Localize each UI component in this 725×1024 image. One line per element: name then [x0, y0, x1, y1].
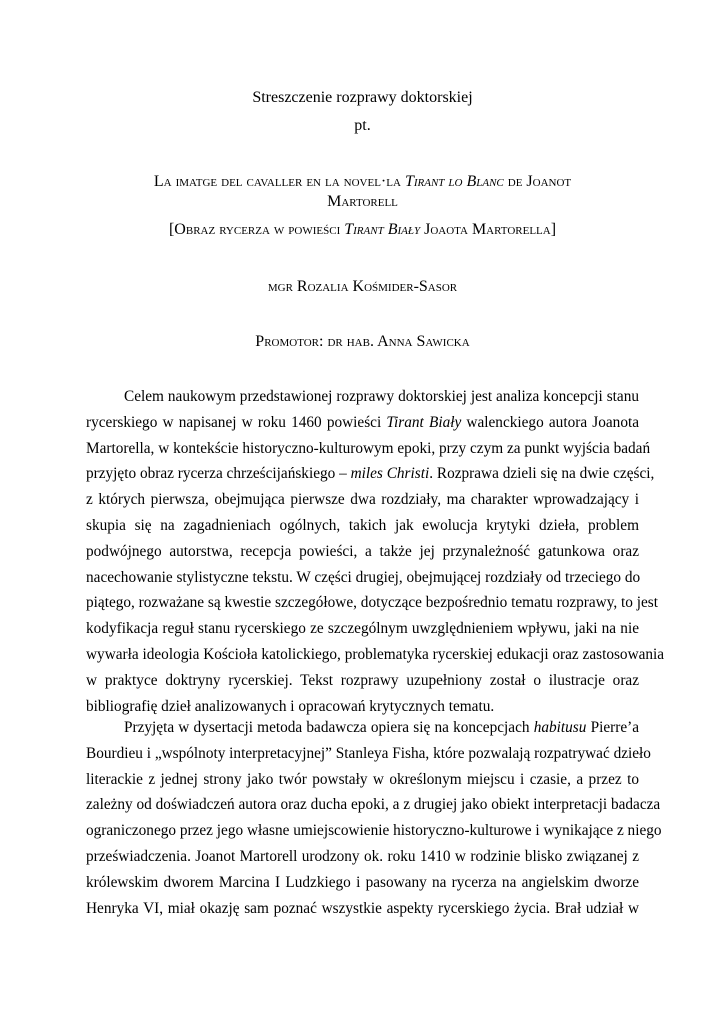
p1-line: z których pierwsza, obejmująca pierwsze dwa rozdziały, ma charakter wprowadzający i [86, 491, 639, 509]
p2-line: zależny od doświadczeń autora oraz ducha epoki, a z drugiej jako obiekt interpretacji badacza [86, 796, 661, 814]
header-line-1: Streszczenie rozprawy doktorskiej [252, 89, 473, 106]
p1-line: podwójnego autorstwa, recepcja powieści, a także jej przynależność gatunkowa oraz [86, 542, 639, 560]
author-name: mgr Rozalia Kośmider-Sasor [267, 278, 458, 295]
p2-line: królewskim dworem Marcina I Ludzkiego i pasowany na rycerza na angielskim dworze [86, 873, 639, 891]
p2-line: Henryka VI, miał okazję sam poznać wszystkie aspekty rycerskiego życia. Brał udział w [86, 899, 639, 917]
p2-line: ograniczonego przez jego własne umiejscowienie historyczno-kulturowe i wynikające z niego [86, 822, 662, 840]
promotor-line: Promotor: dr hab. Anna Sawicka [255, 333, 470, 350]
p1-line: Martorella, w kontekście historyczno-kulturowym epoki, przy czym za punkt wyjścia badań [86, 439, 651, 457]
p1-line: przyjęto obraz rycerza chrześcijańskiego – miles Christi. Rozprawa dzieli się na dwie części, [86, 465, 655, 483]
thesis-subtitle: [Obraz rycerza w powieści Tirant Biały Joaota Martorella] [168, 221, 557, 238]
p1-line: kodyfikacja reguł stanu rycerskiego ze szczególnym uwzględnieniem wpływu, jaki na nie [86, 620, 639, 638]
p1-line: wywarła ideologia Kościoła katolickiego, problematyka rycerskiej edukacji oraz zastosowania [86, 645, 665, 663]
title-line-2: Martorell [327, 193, 398, 210]
paragraph-2 [86, 715, 662, 921]
p1-line: nacechowanie stylistyczne tekstu. W części drugiej, obejmującej rozdziały od trzeciego do [86, 568, 641, 586]
p1-line: piątego, rozważane są kwestie szczegółowe, dotyczące bezpośrednio tematu rozprawy, to jest [86, 594, 658, 612]
p2-line: Przyjęta w dysertacji metoda badawcza opiera się na koncepcjach habitusu Pierre’a [124, 719, 639, 736]
title-line-1: La imatge del cavaller en la novel·la Tirant lo Blanc de Joanot [153, 173, 572, 190]
p1-line: skupia się na zagadnieniach ogólnych, takich jak ewolucja krytyki dzieła, problem [86, 516, 639, 534]
p1-line: bibliografię dzieł analizowanych i opracowań krytycznych tematu. [86, 697, 495, 715]
p2-line: literackie z jednej strony jako twór powstały w określonym miejscu i czasie, a przez to [86, 770, 639, 788]
p1-line: rycerskiego w napisanej w roku 1460 powieści Tirant Biały walenckiego autora Joanota [86, 413, 640, 431]
p2-line: przeświadczenia. Joanot Martorell urodzony ok. roku 1410 w rodzinie blisko związanej z [86, 847, 639, 865]
thesis-title [86, 172, 639, 212]
p2-line: Bourdieu i „wspólnoty interpretacyjnej” Stanleya Fisha, które pozwalają rozpatrywać dzieło [86, 744, 651, 762]
p1-line: Celem naukowym przedstawionej rozprawy doktorskiej jest analiza koncepcji stanu [124, 388, 639, 405]
header-line-2: pt. [354, 117, 371, 134]
paragraph-1 [86, 384, 665, 719]
p1-line: w praktyce doktryny rycerskiej. Tekst rozprawy uzupełniony został o ilustracje oraz [86, 671, 639, 689]
